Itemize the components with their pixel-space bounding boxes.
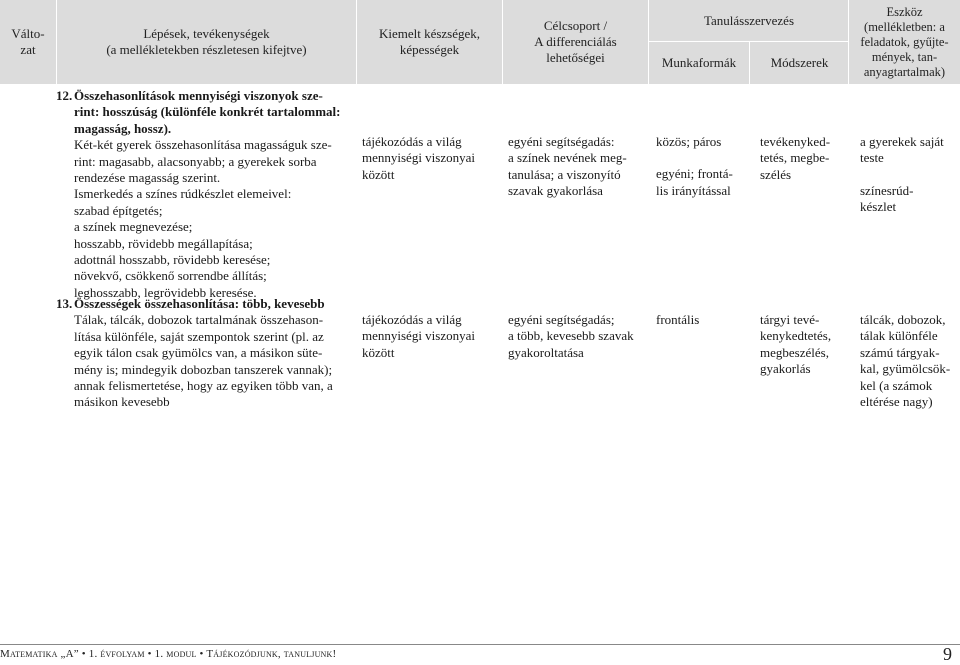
step-line: lítása különféle, saját szempontok szerint (pl. az — [74, 328, 324, 344]
header-text: Lépések, tevékenységek — [143, 26, 270, 41]
header-text: Kiemelt készségek, — [378, 26, 481, 41]
header-text: A differenciálás — [534, 34, 617, 49]
cell-line: gyakoroltatása — [508, 344, 584, 360]
cell-line: között — [362, 166, 395, 182]
cell-line: tájékozódás a világ — [362, 312, 462, 327]
header-text: Válto- — [11, 26, 45, 41]
footer-text: Matematika „A” • 1. évfolyam • 1. modul • Tájékozódjunk, tanuljunk! — [0, 648, 337, 660]
cell-line: tárgyi tevé- — [760, 312, 820, 327]
step-line: rendezése magasság szerint. — [74, 170, 221, 186]
cell-line: tájékozódás a világ — [362, 134, 462, 149]
header-text: zat — [20, 42, 36, 57]
cell-line: kenykedtetés, — [760, 328, 832, 344]
row-target-group — [508, 134, 644, 200]
row-steps — [74, 296, 358, 411]
row-number: 12. — [56, 88, 73, 103]
row-methods — [760, 312, 844, 378]
header-text: feladatok, gyűjte- — [860, 34, 949, 49]
cell-line: szavak gyakorlása — [508, 183, 603, 199]
row-title: rint: hosszúság (különféle konkrét tartalommal: — [74, 104, 341, 120]
header-target-group — [502, 0, 648, 84]
step-line: leghosszabb, legrövidebb keresése. — [74, 284, 257, 300]
row-tools — [860, 134, 956, 216]
cell-line: között — [362, 344, 395, 360]
cell-line: tálak különféle — [860, 328, 938, 344]
row-steps — [74, 88, 358, 301]
footer-divider — [0, 644, 960, 645]
cell-line: tetés, megbe- — [760, 150, 830, 166]
row-skills — [362, 134, 498, 183]
cell-line: a színek nevének meg- — [508, 150, 627, 166]
header-text: mények, tan- — [871, 49, 938, 64]
cell-line: szélés — [760, 166, 792, 182]
row-number: 13. — [56, 296, 73, 311]
header-text: anyagtartalmak) — [863, 64, 946, 79]
cell-line: eltérése nagy) — [860, 394, 933, 410]
header-methods: Módszerek — [749, 42, 849, 84]
header-skills — [356, 0, 502, 84]
step-line: hosszabb, rövidebb megállapítása; — [74, 235, 253, 251]
cell-line: mennyiségi viszonyai — [362, 150, 476, 166]
step-line: annak felismertetése, hogy az egyiken több van, a — [74, 378, 333, 394]
row-title: Összehasonlítások mennyiségi viszonyok sze- — [74, 88, 323, 103]
cell-line: egyéni segítségadás: — [508, 134, 615, 149]
row-title: Összességek összehasonlítása: több, kevesebb — [74, 296, 325, 311]
cell-line: lis irányítással — [656, 182, 731, 198]
cell-line: megbeszélés, — [760, 344, 829, 360]
cell-line: mennyiségi viszonyai — [362, 328, 476, 344]
header-group-label: Tanulásszervezés — [649, 0, 849, 42]
step-line: rint: magasabb, alacsonyabb; a gyerekek sorba — [74, 153, 317, 169]
row-target-group — [508, 312, 644, 361]
step-line: másikon kevesebb — [74, 394, 170, 410]
table-header — [0, 0, 960, 84]
step-line: növekvő, csökkenő sorrendbe állítás; — [74, 268, 267, 284]
cell-line: kel (a számok — [860, 377, 933, 393]
cell-line: a több, kevesebb szavak — [508, 328, 634, 344]
step-line: Két-két gyerek összehasonlítása magasságuk sze- — [74, 137, 332, 153]
cell-line: tanulása; a viszonyító — [508, 166, 621, 182]
cell-line: teste — [860, 150, 884, 166]
step-line: Ismerkedés a színes rúdkészlet elemeivel: — [74, 186, 292, 202]
cell-line: készlet — [860, 199, 897, 215]
header-text: (a mellékletekben részletesen kifejtve) — [106, 42, 307, 57]
cell-line: a gyerekek saját — [860, 134, 944, 149]
page-number: 9 — [943, 644, 952, 664]
cell-spacer — [860, 167, 956, 183]
cell-line: frontális — [656, 312, 700, 327]
step-line: mény is; mindegyik dobozban tanszerek vannak); — [74, 361, 333, 377]
header-text: lehetőségei — [546, 50, 605, 65]
header-text: (mellékletben: a — [864, 19, 945, 34]
row-work-forms — [656, 134, 752, 199]
header-tools — [848, 0, 960, 84]
row-title: magasság, hossz). — [74, 120, 172, 136]
step-line: Tálak, tálcák, dobozok tartalmának összehason- — [74, 312, 324, 328]
header-learning-organization — [648, 0, 848, 84]
header-text: képességek — [399, 42, 460, 57]
step-line: adottnál hosszabb, rövidebb keresése; — [74, 252, 271, 268]
cell-line: színesrúd- — [860, 182, 914, 198]
cell-line: egyéni; frontá- — [656, 166, 733, 182]
row-skills — [362, 312, 498, 361]
header-work-forms: Munkaformák — [661, 55, 737, 70]
header-steps — [56, 0, 356, 84]
header-variable — [0, 0, 56, 84]
step-line: szabad építgetés; — [74, 202, 163, 218]
cell-line: tálcák, dobozok, — [860, 312, 946, 327]
row-work-forms — [656, 312, 752, 328]
cell-line: gyakorlás — [760, 361, 811, 377]
cell-spacer — [656, 150, 752, 166]
cell-line: közös; páros — [656, 134, 722, 149]
cell-line: egyéni segítségadás; — [508, 312, 615, 327]
cell-line: számú tárgyak- — [860, 344, 940, 360]
cell-line: tevékenyked- — [760, 134, 831, 149]
row-tools — [860, 312, 956, 410]
row-methods — [760, 134, 844, 183]
step-line: egyik tálon csak gyümölcs van, a másikon süte- — [74, 345, 323, 361]
header-text: Célcsoport / — [543, 18, 608, 33]
step-line: a színek megnevezése; — [74, 219, 193, 235]
header-text: Eszköz — [886, 4, 923, 19]
cell-line: kal, gyümölcsök- — [860, 361, 951, 377]
